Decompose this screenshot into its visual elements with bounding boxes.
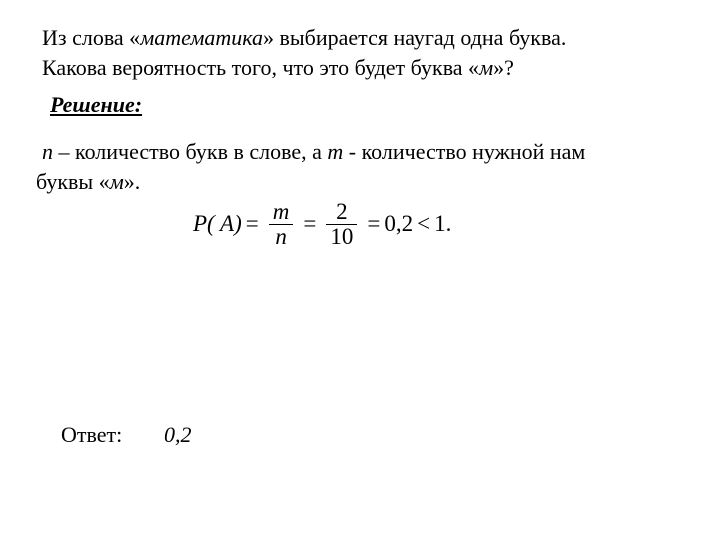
- variable-m: m: [327, 139, 344, 164]
- solution-desc2-post: ».: [123, 169, 141, 194]
- fraction-1-denominator: n: [275, 223, 287, 249]
- formula-equals-3: =: [367, 211, 381, 236]
- problem-line-2-pre: Какова вероятность того, что это будет буква «: [42, 55, 480, 80]
- formula-less-than: <: [417, 211, 431, 236]
- problem-line-1: [42, 24, 566, 52]
- problem-line-2-post: »?: [493, 55, 514, 80]
- formula-lhs: P( A): [193, 211, 242, 236]
- fraction-1-numerator: m: [272, 198, 290, 224]
- fraction-2-denominator: 10: [330, 223, 354, 249]
- formula-result: 0,2: [384, 211, 414, 236]
- solution-heading: Решение:: [50, 92, 143, 117]
- fraction-m-over-n: [269, 200, 294, 249]
- answer-label: Ответ:: [61, 422, 123, 447]
- solution-desc2-pre: буквы «: [36, 169, 110, 194]
- solution-description-line-2: [36, 168, 140, 196]
- problem-word: математика: [140, 25, 264, 50]
- problem-line-1-pre: Из слова «: [42, 25, 141, 50]
- solution-desc-post: - количество нужной нам: [343, 139, 586, 164]
- fraction-2-over-10: [326, 200, 357, 249]
- formula-equals-1: =: [245, 211, 259, 236]
- fraction-2-numerator: 2: [336, 198, 348, 224]
- probability-formula: [193, 194, 451, 254]
- problem-letter: м: [479, 55, 494, 80]
- solution-desc-mid: – количество букв в слове, а: [53, 139, 328, 164]
- problem-line-2: [42, 54, 514, 82]
- solution-desc2-letter: м: [109, 169, 124, 194]
- problem-line-1-post: » выбирается наугад одна буква.: [263, 25, 567, 50]
- variable-n: n: [42, 139, 53, 164]
- solution-description-line-1: [42, 138, 585, 166]
- formula-bound: 1.: [434, 211, 452, 236]
- answer-value: 0,2: [164, 422, 192, 447]
- formula-equals-2: =: [303, 211, 317, 236]
